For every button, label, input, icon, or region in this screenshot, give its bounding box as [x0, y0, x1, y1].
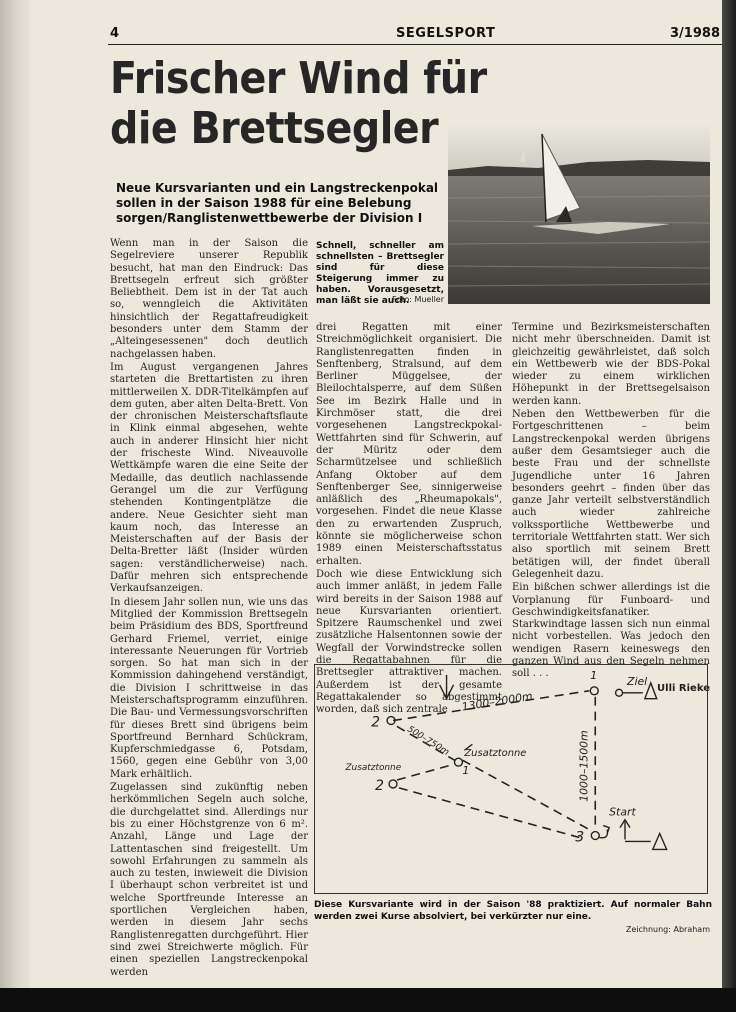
- label-mark-upper-left: 2: [371, 714, 381, 731]
- text-column-1: [110, 238, 308, 980]
- text-column-2: [316, 322, 502, 718]
- label-mark-zusatz: 1: [462, 764, 470, 778]
- paragraph: Neben den Wettbewerben für die Fortgeschrittenen – beim Langstreckenpokal werden übrigens außer dem Gesamtsieger auch die beste Frau und der schnellste Jugendliche unter 16 Jahren besonders geehrt – finden über das ganze Jahr verteilt selbstverständlich auch wieder zahlreiche volkssportliche Wettbewerbe und territoriale Wettfahrten statt. Wer sich also sportlich mit seinem Brett betätigen will, der findet überall Gelegenheit dazu.: [512, 409, 710, 580]
- label-zusatztonne-top: Zusatztonne: [464, 748, 527, 760]
- header-rule: [108, 44, 722, 45]
- course-line-zusatz: [397, 764, 454, 780]
- buoy-ziel: [616, 689, 623, 696]
- course-diagram: [314, 664, 708, 894]
- photo-credit: Foto: Mueller: [391, 295, 444, 304]
- label-zusatztonne-left: Zusatztonne: [345, 763, 402, 774]
- title-line-2: die Brettsegler: [110, 103, 439, 154]
- paragraph: Im August vergangenen Jahres starteten die Brettartisten zu ihren mittlerweilen X. DDR-Titelkämpfen auf dem guten, aber alten Delta-Brett. Von der chronischen Meisterschaftsflaute in Klink einmal abgesehen, wehte auch in anderer Hinsicht hier nicht der frischeste Wind. Niveauvolle Wettkämpfe waren die eine Seite der Medaille, das deutlich nachlassende Gerangel um die zur Verfügung stehenden Kontingentplätze die andere. Neue Gesichter sieht man kaum noch, das Interesse an Meisterschaften auf der Basis der Delta-Bretter läßt (Insider würden sagen: verständlicherweise) nach. Dafür mehren sich entsprechende Verkaufsanzeigen.: [110, 361, 308, 595]
- paragraph: Zugelassen sind zukünftig neben herkömmlichen Segeln auch solche, die durchgelattet sind. Allerdings nur bis zu einer Höchstgrenze von 6 m². Anzahl, Länge und Lage der Lattentaschen sind freigestellt. Um sowohl Erfahrungen zu sammeln als auch zu testen, inwieweit die Division I überhaupt schon verbreitet ist und welche Sportfreunde Interesse an sportlichen Vergleichen haben, werden in diesem Jahr sechs Ranglistenregatten durchgeführt. Hier sind zwei Streichwerte möglich. Für einen speziellen Langstreckenpokal werden: [110, 782, 308, 978]
- label-mark-left: 2: [375, 777, 385, 794]
- course-line-return: [462, 760, 589, 829]
- section-name: SEGELSPORT: [396, 26, 496, 41]
- article-subtitle: Neue Kursvarianten und ein Langstreckenpokal sollen in der Saison 1988 für eine Belebung sorgen/Ranglistenwettbewerbe der Division I: [116, 181, 439, 225]
- paragraph: Doch wie diese Entwicklung sich auch immer anläßt, in jedem Falle wird bereits in der Saison 1988 auf neue Kursvarianten orientiert. Spitzere Raumschenkel und zwei zusätzliche Halsentonnen sowie der Wegfall der Vorwindstrecke sollen die Regattabahnen für die Brettsegler attraktiver machen. Außerdem ist der gesamte Regattakalender so abgestimmt worden, daß sich zentrale: [316, 568, 502, 716]
- title-line-1: Frischer Wind für: [110, 53, 487, 104]
- article-author: Ulli Rieke: [657, 682, 710, 694]
- paragraph: Termine und Bezirksmeisterschaften nicht mehr überschneiden. Damit ist gleichzeitig gewährleistet, daß solch ein Wettbewerb wie der BDS-Pokal wieder zu einem wirklichen Höhepunkt in der Brettsegelsaison werden kann.: [512, 322, 710, 407]
- label-mark-top: 1: [590, 668, 598, 682]
- photo-caption: Schnell, schneller am schnellsten – Brettsegler sind für diese Steigerung immer zu haben. Vorausgesetzt, man läßt sie auch.: [316, 241, 444, 306]
- rounding-arrow: [599, 826, 609, 838]
- buoy-1-top: [590, 687, 598, 695]
- paragraph: Wenn man in der Saison die Segelreviere unserer Republik besucht, hat man den Eindruck: Das Brettsegeln erfreut sich größter Beliebtheit. Dem ist in der Tat auch so, wenngleich die Aktivitäten hinsichtlich der Regattafreudigkeit besonders unter dem Stamm der „Alteingesessenen" doch deutlich nachgelassen haben.: [110, 238, 308, 360]
- binder-shadow: [0, 0, 30, 988]
- text-column-3: [512, 322, 710, 695]
- course-line-bottom: [399, 788, 579, 838]
- wind-arrow: [440, 675, 454, 699]
- buoy-1-zusatz: [454, 758, 462, 766]
- buoy-3-bottom: [591, 832, 599, 840]
- start-arrow: [620, 820, 630, 840]
- start-marker: [653, 834, 667, 850]
- label-dist-vert: 1000–1500m: [577, 730, 591, 802]
- windsurfer-photo: [448, 126, 710, 304]
- page-number: 4: [110, 26, 120, 41]
- label-start: Start: [609, 805, 636, 819]
- label-dist-top: 1300–2000m: [460, 689, 534, 714]
- page-edge-shadow: [722, 0, 736, 1012]
- label-dist-diag: 500–750m: [405, 724, 451, 758]
- paragraph: drei Regatten mit einer Streichmöglichkeit organisiert. Die Ranglistenregatten finden in Senftenberg, Stralsund, auf dem Berliner Müggelsee, der Bleilochtalsperre, auf dem Süßen See im Bezirk Halle und in Kirchmöser statt, die drei vorgesehenen Langstreckpokal-Wettfahrten sind für Schwerin, auf der Müritz oder dem Scharmützelsee und schließlich Anfang Oktober auf dem Senftenberger See, sinnigerweise anläßlich des „Rheumapokals", vorgesehen. Findet die neue Klasse den zu erwartenden Zuspruch, könnte sie möglicherweise schon 1989 einen Meisterschaftsstatus erhalten.: [316, 322, 502, 567]
- paragraph: In diesem Jahr sollen nun, wie uns das Mitglied der Kommission Brettsegeln beim Präsidium des BDS, Sportfreund Gerhard Friemel, verriet, einige interessante Neuerungen für Vortrieb sorgen. So hat man sich in der Kommission dahingehend verständigt, die Division I schrittweise in das Meisterschaftsprogramm einzuführen. Die Bau- und Vermessungsvorschriften für dieses Brett sind übrigens beim Sportfreund Bernhard Schückram, Kupferschmiedgasse 6, Potsdam, 1560, gegen eine Gebühr von 3,00 Mark erhältlich.: [110, 596, 308, 780]
- label-mark-bottom: 3: [575, 829, 585, 846]
- buoy-2-left: [389, 780, 397, 788]
- scan-bottom-edge: [0, 988, 736, 1012]
- paragraph: Ein bißchen schwer allerdings ist die Vorplanung für Funboard- und Geschwindigkeitsfanatiker. Starkwindtage lassen sich nun einmal nicht vorbestellen. Was jedoch den wendigen Rasern keineswegs den ganzen Wind aus den Segeln nehmen soll . . .: [512, 582, 710, 680]
- issue-number: 3/1988: [670, 26, 720, 41]
- label-ziel: Ziel: [626, 674, 648, 688]
- diagram-caption: Diese Kursvariante wird in der Saison '88 praktiziert. Auf normaler Bahn werden zwei Kurse absolviert, bei verkürzter nur eine.: [314, 900, 712, 922]
- diagram-credit: Zeichnung: Abraham: [625, 925, 710, 934]
